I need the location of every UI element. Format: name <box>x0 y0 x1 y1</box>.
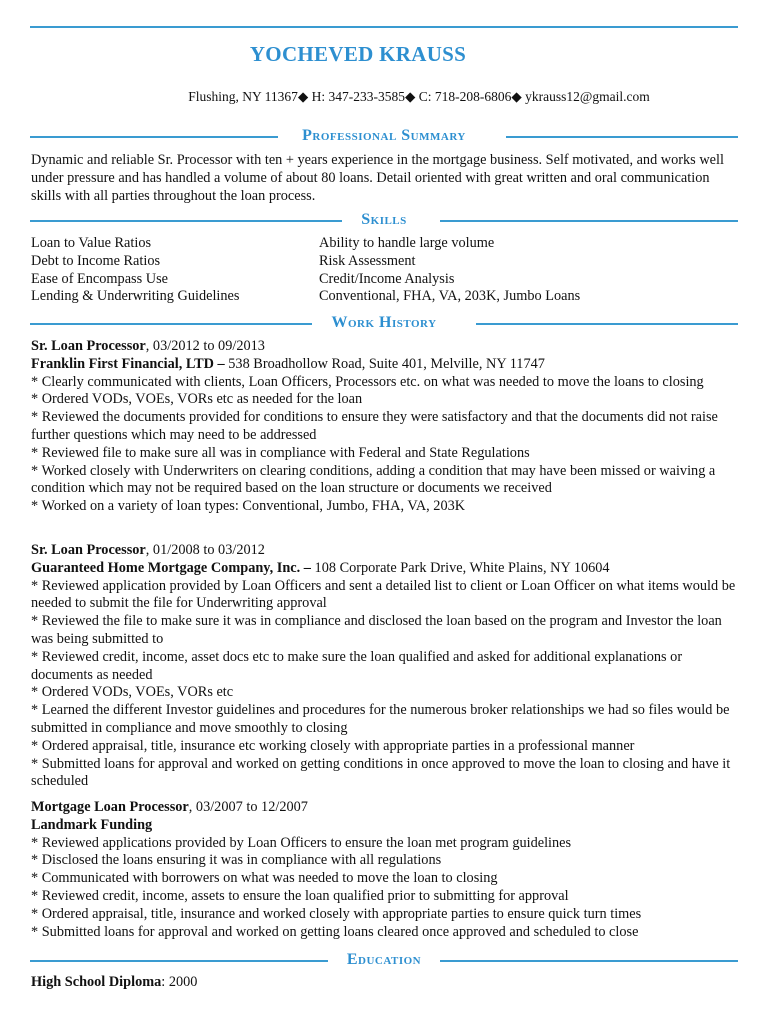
skill-item: Debt to Income Ratios <box>31 252 161 269</box>
candidate-name: YOCHEVED KRAUSS <box>249 42 467 66</box>
skill-item: Loan to Value Ratios <box>31 235 152 251</box>
job-title: Sr. Loan Processor <box>31 338 146 354</box>
job-bullet: * Reviewed applications provided by Loan Officers to ensure the loan met program guidelines <box>31 834 572 851</box>
job-bullet: * Ordered VODs, VOEs, VORs etc as needed for the loan <box>31 391 363 408</box>
job-bullet: * Communicated with borrowers on what was needed to move the loan to closing <box>31 870 498 887</box>
top-rule <box>30 26 738 28</box>
skill-item: Lending & Underwriting Guidelines <box>31 288 240 305</box>
job-title: Sr. Loan Processor <box>31 542 146 558</box>
job-bullet: * Reviewed the documents provided for conditions to ensure they were satisfactory and that the documents did not raise further questions which may need to be addressed <box>31 409 718 443</box>
contact-line: Flushing, NY 11367◆ H: 347-233-3585◆ C: 718-208-6806◆ ykrauss12@gmail.com <box>188 89 650 104</box>
section-rule-right <box>440 960 738 962</box>
job-bullet: * Disclosed the loans ensuring it was in compliance with all regulations <box>31 852 442 869</box>
job-title: Mortgage Loan Processor <box>31 799 189 815</box>
job-company-line <box>31 356 741 374</box>
job-bullet: * Reviewed application provided by Loan Officers and sent a detailed list to client or Loan Officer on what items would be needed to submit the file for Underwriting approval <box>31 577 736 612</box>
job-dates: , 01/2008 to 03/2012 <box>145 542 265 558</box>
job-company: Landmark Funding <box>31 816 153 833</box>
summary-section-header <box>30 127 738 147</box>
job-entry <box>31 338 741 516</box>
skill-item: Ease of Encompass Use <box>31 270 168 287</box>
job-title-line <box>31 338 741 356</box>
summary-text: Dynamic and reliable Sr. Processor with ten + years experience in the mortgage business. Self motivated, and works well under pressure and has handled a volume of about 80 loans. Detail oriented with great written and oral communication skills with all parties throughout the loan process. <box>31 152 724 204</box>
job-bullet: * Submitted loans for approval and worked on getting conditions in once approved to move the loan to closing and have it scheduled <box>31 755 731 790</box>
skill-item: Risk Assessment <box>319 252 416 269</box>
job-bullet: * Reviewed the file to make sure it was in compliance and disclosed the loan based on the program and Investor the loan was being submitted to <box>31 613 722 647</box>
skills-section-header <box>30 211 738 231</box>
job-company-line <box>31 560 741 578</box>
skills-right-column <box>319 235 580 306</box>
job-dates: , 03/2007 to 12/2007 <box>188 799 308 815</box>
education-year: : 2000 <box>161 974 198 990</box>
job-company-line <box>31 817 741 835</box>
job-bullet: * Ordered appraisal, title, insurance and worked closely with appropriate parties to ensure quick turn times <box>31 905 642 922</box>
job-bullet: * Reviewed credit, income, asset docs etc to make sure the loan qualified and asked for additional explanations or documents as needed <box>31 648 683 683</box>
section-rule-right <box>476 323 738 325</box>
job-bullet: * Reviewed file to make sure all was in compliance with Federal and State Regulations <box>31 444 530 461</box>
education-degree: High School Diploma <box>31 974 162 990</box>
education-title: Education <box>346 951 422 968</box>
section-rule-right <box>506 136 738 138</box>
section-rule-right <box>440 220 738 222</box>
education-section-header <box>30 951 738 971</box>
job-bullet: * Reviewed credit, income, assets to ensure the loan qualified prior to submitting for approval <box>31 887 569 904</box>
job-bullet: * Worked on a variety of loan types: Conventional, Jumbo, FHA, VA, 203K <box>31 498 466 515</box>
summary-title: Professional Summary <box>302 127 466 144</box>
job-entry <box>31 542 741 791</box>
job-bullet: * Learned the different Investor guidelines and procedures for the numerous broker relationships we had so files would be submitted in compliance and move smoothly to closing <box>31 702 730 736</box>
job-company: Guaranteed Home Mortgage Company, Inc. – <box>31 559 311 576</box>
work-title: Work History <box>331 314 437 331</box>
skill-item: Credit/Income Analysis <box>319 270 455 287</box>
job-bullet: * Worked closely with Underwriters on clearing conditions, adding a condition that may have been missed or waiving a condition which may not be required based on the loan structure or documents we received <box>31 462 716 497</box>
job-bullet: * Clearly communicated with clients, Loan Officers, Processors etc. on what was needed to move the loans to closing <box>31 373 704 390</box>
education-entry <box>31 974 741 992</box>
skills-title: Skills <box>361 211 407 228</box>
job-dates: , 03/2012 to 09/2013 <box>145 338 265 354</box>
job-bullet: * Ordered VODs, VOEs, VORs etc <box>31 684 234 701</box>
job-title-line <box>31 542 741 560</box>
job-bullet: * Ordered appraisal, title, insurance etc working closely with appropriate parties in a professional manner <box>31 737 635 754</box>
skill-item: Conventional, FHA, VA, 203K, Jumbo Loans <box>319 288 581 305</box>
work-section-header <box>30 314 738 334</box>
job-bullet: * Submitted loans for approval and worked on getting loans cleared once approved and scheduled to close <box>31 923 639 940</box>
skill-item: Ability to handle large volume <box>319 235 495 251</box>
job-address: 108 Corporate Park Drive, White Plains, NY 10604 <box>310 559 610 576</box>
job-company: Franklin First Financial, LTD – <box>31 355 225 372</box>
job-title-line <box>31 799 741 817</box>
job-address: 538 Broadhollow Road, Suite 401, Melville, NY 11747 <box>224 355 545 372</box>
skills-left-column <box>31 235 239 306</box>
job-entry <box>31 799 741 941</box>
